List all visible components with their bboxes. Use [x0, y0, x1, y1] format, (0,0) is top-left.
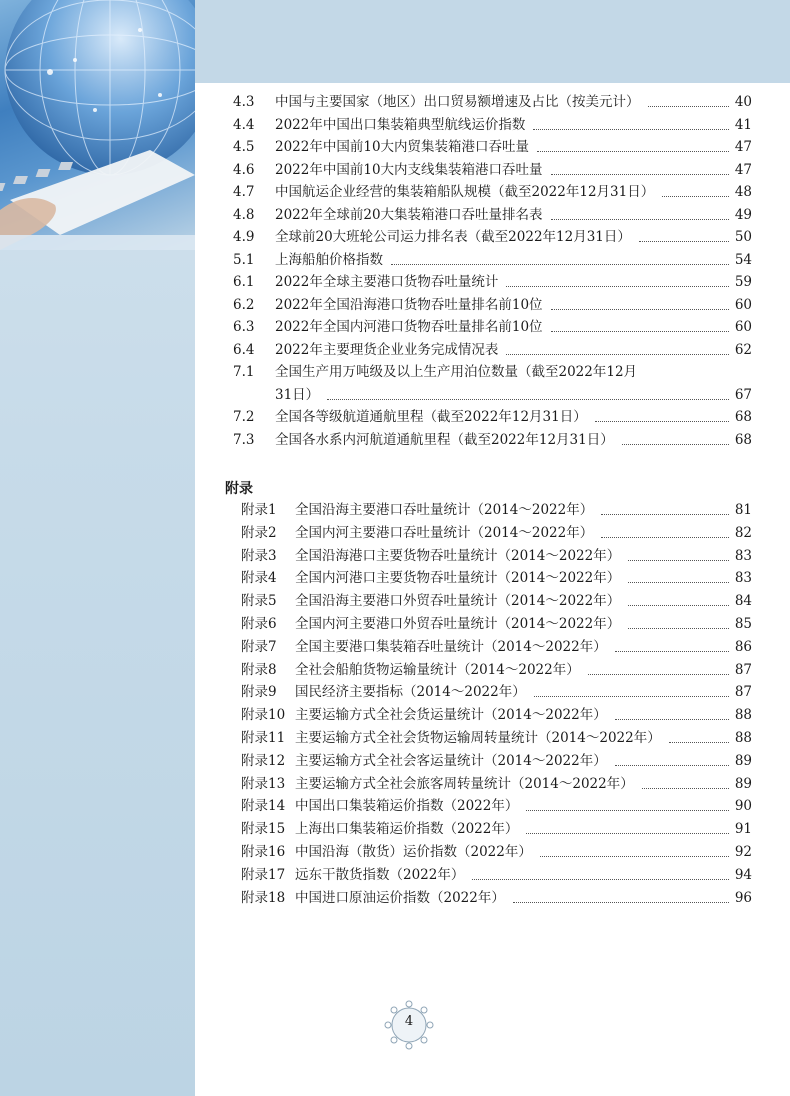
entry-number: 附录11: [241, 730, 286, 746]
entry-title: 全国沿海主要港口吞吐量统计（2014～2022年）: [295, 502, 594, 518]
dot-leader: [628, 583, 729, 606]
entry-page-number: 48: [734, 184, 752, 200]
entry-page-number: 87: [734, 661, 752, 678]
dot-leader: [506, 332, 729, 355]
entry-title: 2022年中国前10大内支线集装箱港口吞吐量: [275, 161, 543, 178]
dot-leader: [506, 264, 729, 287]
entry-number: 4.9: [233, 229, 255, 245]
entry-title: 2022年中国出口集装箱典型航线运价指数: [275, 116, 526, 133]
entry-page-number: 96: [734, 889, 752, 906]
dot-leader: [628, 538, 729, 561]
entry-title: 全国沿海港口主要货物吞吐量统计（2014～2022年）: [295, 547, 621, 564]
entry-page-number: 91: [734, 821, 752, 838]
entry-number: 附录2: [241, 524, 277, 541]
dot-leader: [601, 492, 729, 515]
entry-number: 附录1: [241, 502, 277, 518]
entry-title: 全国各等级航道通航里程（截至2022年12月31日）: [275, 409, 587, 425]
entry-page-number: 88: [734, 707, 752, 724]
entry-title: 全国沿海主要港口外贸吞吐量统计（2014～2022年）: [295, 593, 621, 610]
entry-title: 全球前20大班轮公司运力排名表（截至2022年12月31日）: [275, 229, 631, 245]
entry-page-number: 85: [734, 616, 752, 632]
entry-page-number: 47: [734, 161, 752, 178]
entry-number: 附录15: [241, 821, 286, 838]
entry-page-number: 82: [734, 524, 752, 541]
dot-leader: [513, 880, 729, 903]
entry-title: 2022年全球主要港口货物吞吐量统计: [275, 274, 499, 290]
entry-page-number: 86: [734, 638, 752, 655]
entry-title: 全社会船舶货物运输量统计（2014～2022年）: [295, 661, 580, 678]
entry-number: 6.3: [233, 319, 255, 335]
globe-keyboard-illustration: [0, 0, 195, 250]
entry-title: 中国与主要国家（地区）出口贸易额增速及占比（按美元计）: [275, 94, 640, 110]
entry-number: 附录5: [241, 593, 277, 610]
entry-title: 上海船舶价格指数: [275, 251, 383, 268]
entry-number: 附录17: [241, 866, 286, 883]
entry-title: 国民经济主要指标（2014～2022年）: [295, 684, 526, 701]
dot-leader: [615, 743, 729, 766]
entry-page-number: 49: [734, 206, 752, 223]
entry-page-number: 59: [734, 274, 752, 290]
toc-entry[interactable]: [233, 339, 752, 361]
globe-image: [0, 0, 195, 250]
entry-title: 2022年全国内河港口货物吞吐量排名前10位: [275, 319, 543, 335]
appendix-entry[interactable]: [241, 887, 752, 909]
entry-number: 附录7: [241, 638, 277, 655]
entry-page-number: 83: [734, 570, 752, 587]
entry-number: 附录3: [241, 547, 277, 564]
page-number-badge: [384, 1000, 434, 1050]
entry-number: 4.8: [233, 206, 255, 223]
entry-title: 2022年全国沿海港口货物吞吐量排名前10位: [275, 296, 543, 313]
entry-page-number: 54: [734, 251, 752, 268]
dot-leader: [537, 129, 729, 152]
entry-number: 附录13: [241, 775, 286, 792]
appendix-heading: 附录: [225, 481, 253, 497]
entry-number: 6.2: [233, 296, 255, 313]
entry-page-number: 68: [734, 431, 752, 448]
entry-page-number: 89: [734, 752, 752, 769]
dot-leader: [540, 834, 729, 857]
entry-number: 附录12: [241, 752, 286, 769]
entry-title: 全国各水系内河航道通航里程（截至2022年12月31日）: [275, 431, 614, 448]
dot-leader: [551, 287, 729, 310]
dot-leader: [391, 242, 729, 265]
entry-title: 全国生产用万吨级及以上生产用泊位数量（截至2022年12月: [275, 364, 638, 380]
dot-leader: [642, 766, 729, 789]
page-number: 4: [404, 1014, 414, 1029]
entry-page-number: 41: [734, 116, 752, 133]
dot-leader: [615, 629, 729, 652]
entry-page-number: 62: [734, 341, 752, 358]
entry-number: 4.4: [233, 116, 255, 133]
entry-title: 中国沿海（散货）运价指数（2022年）: [295, 844, 532, 860]
entry-number: 6.4: [233, 341, 255, 358]
entry-page-number: 68: [734, 409, 752, 425]
entry-page-number: 40: [734, 94, 752, 110]
entry-page-number: 94: [734, 866, 752, 883]
dot-leader: [327, 377, 729, 400]
entry-title: 中国出口集装箱运价指数（2022年）: [295, 798, 519, 815]
entry-title: 远东干散货指数（2022年）: [295, 866, 465, 883]
entry-page-number: 87: [734, 684, 752, 701]
entry-title: 全国主要港口集装箱吞吐量统计（2014～2022年）: [295, 638, 607, 655]
entry-page-number: 67: [734, 386, 752, 403]
dot-leader: [551, 197, 729, 220]
entry-title: 上海出口集装箱运价指数（2022年）: [295, 821, 519, 838]
dot-leader: [588, 652, 729, 675]
dot-leader: [534, 674, 729, 697]
entry-number: 附录6: [241, 616, 277, 632]
entry-page-number: 50: [734, 229, 752, 245]
entry-title: 全国内河港口主要货物吞吐量统计（2014～2022年）: [295, 570, 621, 587]
entry-number: 附录4: [241, 570, 277, 587]
entry-page-number: 90: [734, 798, 752, 815]
entry-title: 中国进口原油运价指数（2022年）: [295, 889, 505, 906]
entry-number: 7.3: [233, 431, 255, 448]
entry-number: 6.1: [233, 274, 255, 290]
dot-leader: [628, 560, 729, 583]
entry-page-number: 81: [734, 502, 752, 518]
dot-leader: [669, 720, 729, 743]
entry-title: 全国内河主要港口外贸吞吐量统计（2014～2022年）: [295, 616, 621, 632]
entry-page-number: 60: [734, 319, 752, 335]
entry-page-number: 83: [734, 547, 752, 564]
entry-page-number: 89: [734, 775, 752, 792]
entry-page-number: 88: [734, 730, 752, 746]
dot-leader: [526, 811, 729, 834]
dot-leader: [551, 309, 729, 332]
dot-leader: [526, 788, 729, 811]
entry-title: 主要运输方式全社会客运量统计（2014～2022年）: [295, 752, 607, 769]
dot-leader: [472, 857, 729, 880]
entry-number: 附录16: [241, 844, 286, 860]
entry-number: 附录18: [241, 889, 286, 906]
dot-leader: [551, 152, 729, 175]
entry-number: 附录9: [241, 684, 277, 701]
entry-title: 全国内河主要港口吞吐量统计（2014～2022年）: [295, 524, 594, 541]
entry-number: 附录10: [241, 707, 286, 724]
top-header-band: [195, 0, 790, 83]
dot-leader: [595, 399, 729, 422]
entry-page-number: 84: [734, 593, 752, 610]
entry-title: 2022年全球前20大集装箱港口吞吐量排名表: [275, 206, 543, 223]
dot-leader: [615, 697, 729, 720]
entry-number: 附录14: [241, 798, 286, 815]
entry-number: 4.5: [233, 139, 255, 155]
dot-leader: [662, 174, 729, 197]
dot-leader: [639, 219, 729, 242]
entry-number: 4.3: [233, 94, 255, 110]
dot-leader: [533, 107, 729, 130]
entry-number: 5.1: [233, 251, 255, 268]
entry-title: 主要运输方式全社会货运量统计（2014～2022年）: [295, 707, 607, 724]
dot-leader: [648, 84, 729, 107]
dot-leader: [601, 515, 729, 538]
entry-page-number: 47: [734, 139, 752, 155]
entry-title: 主要运输方式全社会旅客周转量统计（2014～2022年）: [295, 775, 634, 792]
entry-number: 7.1: [233, 364, 255, 380]
entry-title: 主要运输方式全社会货物运输周转量统计（2014～2022年）: [295, 730, 661, 746]
entry-title: 2022年中国前10大内贸集装箱港口吞吐量: [275, 139, 530, 155]
toc-entry[interactable]: [233, 429, 752, 451]
dot-leader: [622, 422, 729, 445]
entry-number: 附录8: [241, 661, 277, 678]
entry-number: 4.7: [233, 184, 255, 200]
entry-title-continued: 31日）: [275, 386, 320, 403]
entry-page-number: 60: [734, 296, 752, 313]
toc-content: [195, 83, 790, 1096]
dot-leader: [628, 606, 729, 629]
entry-title: 2022年主要理货企业业务完成情况表: [275, 341, 499, 358]
entry-title: 中国航运企业经营的集装箱船队规模（截至2022年12月31日）: [275, 184, 655, 200]
entry-number: 4.6: [233, 161, 255, 178]
entry-page-number: 92: [734, 844, 752, 860]
entry-number: 7.2: [233, 409, 255, 425]
